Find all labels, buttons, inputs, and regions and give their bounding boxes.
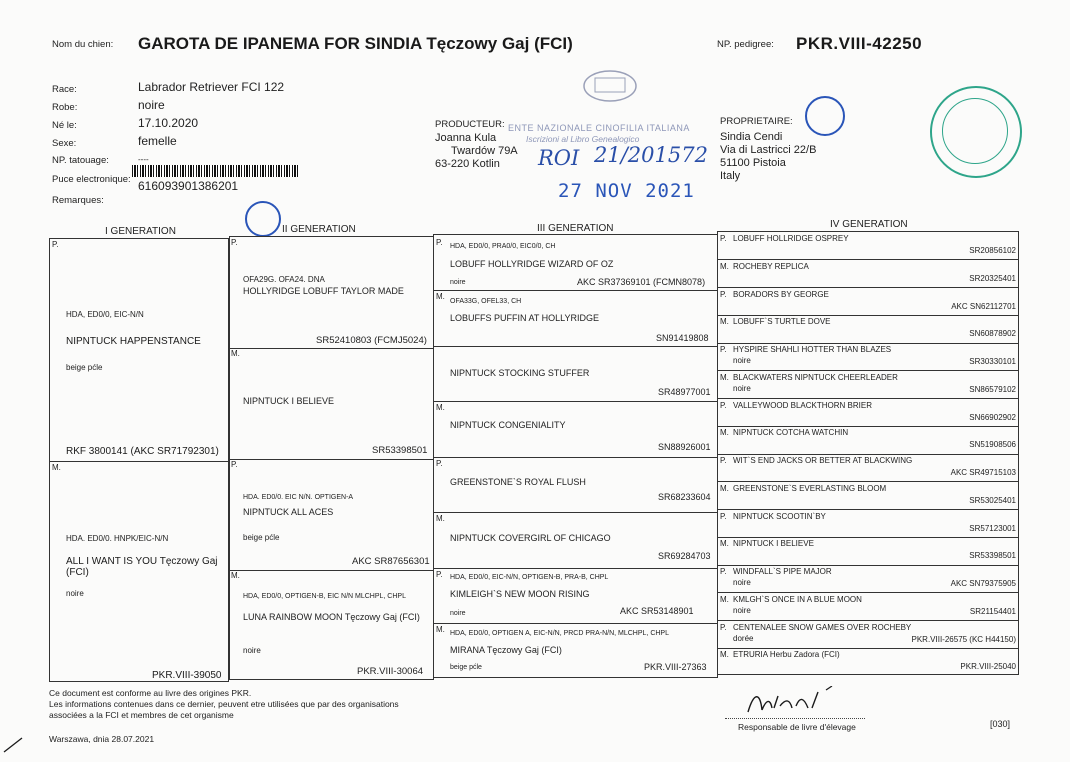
registration-number: SR68233604 bbox=[658, 492, 711, 502]
parent-marker: M. bbox=[720, 261, 729, 271]
producer-line: Joanna Kula bbox=[435, 132, 497, 144]
health-tests: HDA, ED0/0, EIC-N/N bbox=[66, 310, 144, 319]
dog-name: WIT`S END JACKS OR BETTER AT BLACKWING bbox=[733, 456, 913, 465]
parent-marker: P. bbox=[436, 238, 443, 247]
registration-number: SN51908506 bbox=[969, 440, 1016, 450]
race-value: Labrador Retriever FCI 122 bbox=[138, 80, 285, 94]
health-tests: HDA, ED0/0, OPTIGEN A, EIC-N/N, PRCD PRA-N/N, MLCHPL, CHPL bbox=[450, 630, 669, 637]
dog-name: KMLGH`S ONCE IN A BLUE MOON bbox=[733, 594, 862, 604]
parent-marker: P. bbox=[720, 511, 727, 521]
producer-line: 63-220 Kotlin bbox=[435, 158, 500, 170]
tattoo-label: NP. tatouage: bbox=[52, 155, 109, 166]
registration-number: SR20856102 bbox=[969, 246, 1016, 255]
dog-color: noire bbox=[733, 356, 751, 365]
dog-name: HOLLYRIDGE LOBUFF TAYLOR MADE bbox=[243, 286, 404, 296]
dog-name: LOBUFF HOLLRIDGE OSPREY bbox=[733, 234, 849, 243]
parent-marker: M. bbox=[231, 571, 240, 580]
registration-number: SR53398501 bbox=[969, 551, 1016, 561]
producer-line: Twardów 79A bbox=[451, 145, 518, 157]
dog-name-label: Nom du chien: bbox=[52, 39, 114, 50]
dog-name: NIPNTUCK I BELIEVE bbox=[733, 539, 814, 549]
dog-color: noire bbox=[450, 279, 466, 286]
owner-line: 51100 Pistoia bbox=[720, 157, 786, 169]
dog-name: NIPNTUCK I BELIEVE bbox=[243, 396, 335, 406]
registration-number: SN91419808 bbox=[656, 333, 709, 343]
sex-value: femelle bbox=[138, 134, 177, 148]
registration-number: PKR.VIII-26575 (KC H44150) bbox=[911, 634, 1016, 644]
generation-header: II GENERATION bbox=[282, 224, 356, 235]
dog-name: LOBUFFS PUFFIN AT HOLLYRIDGE bbox=[450, 313, 600, 323]
dog-color: beige pćle bbox=[450, 664, 482, 671]
dam-marker: M. bbox=[52, 463, 61, 472]
dog-name: NIPNTUCK ALL ACES bbox=[243, 507, 334, 517]
pedigree-label: NP. pedigree: bbox=[717, 39, 774, 50]
corner-mark-icon bbox=[0, 728, 30, 758]
born-value: 17.10.2020 bbox=[138, 116, 199, 130]
dog-name: GAROTA DE IPANEMA FOR SINDIA Tęczowy Gaj (FCI) bbox=[138, 34, 573, 53]
dog-name: NIPNTUCK SCOOTIN`BY bbox=[733, 511, 826, 521]
dog-color: noire bbox=[733, 578, 751, 587]
registration-number: AKC SR37369101 (FCMN8078) bbox=[577, 277, 706, 287]
parent-marker: M. bbox=[720, 594, 729, 604]
dog-color: noire bbox=[243, 646, 261, 655]
enci-line1: ENTE NAZIONALE CINOFILIA ITALIANA bbox=[508, 123, 690, 133]
registration-number: SR53025401 bbox=[969, 495, 1016, 505]
dog-name: MIRANA Tęczowy Gaj (FCI) bbox=[450, 645, 562, 655]
green-round-stamp-icon bbox=[930, 86, 1022, 178]
parent-marker: P. bbox=[720, 400, 727, 410]
dog-name: NIPNTUCK HAPPENSTANCE bbox=[66, 336, 201, 347]
registration-number: RKF 3800141 (AKC SR71792301) bbox=[66, 446, 219, 457]
dog-name: CENTENALEE SNOW GAMES OVER ROCHEBY bbox=[733, 622, 912, 632]
dog-color: noire bbox=[733, 383, 751, 393]
dog-color: beige pćle bbox=[66, 363, 103, 372]
registration-number: PKR.VIII-30064 bbox=[357, 666, 424, 677]
dog-name: BORADORS BY GEORGE bbox=[733, 289, 829, 299]
parent-marker: M. bbox=[231, 349, 240, 358]
owner-line: Sindia Cendi bbox=[720, 131, 783, 143]
robe-value: noire bbox=[138, 98, 165, 112]
parent-marker: M. bbox=[436, 514, 445, 523]
dog-name: NIPNTUCK CONGENIALITY bbox=[450, 420, 566, 430]
dog-name: NIPNTUCK COTCHA WATCHIN bbox=[733, 428, 849, 438]
dog-name: GREENSTONE`S ROYAL FLUSH bbox=[450, 477, 586, 487]
parent-marker: M. bbox=[436, 292, 445, 301]
registration-number: SR57123001 bbox=[969, 523, 1016, 533]
born-label: Né le: bbox=[52, 120, 77, 131]
owner-line: Italy bbox=[720, 170, 741, 182]
sire-marker: P. bbox=[52, 240, 59, 249]
generation-header: III GENERATION bbox=[537, 223, 614, 234]
dog-color: noire bbox=[66, 589, 84, 598]
place-date: Warszawa, dnia 28.07.2021 bbox=[49, 734, 155, 744]
dog-name: VALLEYWOOD BLACKTHORN BRIER bbox=[733, 400, 872, 410]
chip-value: 616093901386201 bbox=[138, 179, 239, 193]
parent-marker: P. bbox=[436, 570, 443, 579]
parent-marker: M. bbox=[720, 650, 729, 660]
gen1-column bbox=[49, 238, 229, 682]
signature-icon bbox=[742, 686, 852, 722]
footer-line: Ce document est conforme au livre des origines PKR. bbox=[49, 688, 252, 698]
parent-marker: M. bbox=[436, 403, 445, 412]
health-tests: HDA. ED0/0. EIC N/N. OPTIGEN-A bbox=[243, 494, 354, 501]
dog-name: NIPNTUCK STOCKING STUFFER bbox=[450, 368, 590, 378]
parent-marker: M. bbox=[720, 483, 729, 493]
handwritten-number: 21/201572 bbox=[594, 143, 708, 167]
registration-number: SN86579102 bbox=[969, 384, 1016, 394]
registration-number: SR69284703 bbox=[658, 551, 711, 561]
dog-name: HYSPIRE SHAHLI HOTTER THAN BLAZES bbox=[733, 345, 892, 354]
registration-number: SR21154401 bbox=[969, 606, 1016, 616]
robe-label: Robe: bbox=[52, 102, 78, 113]
parent-marker: M. bbox=[720, 317, 729, 327]
health-tests: OFA29G. OFA24. DNA bbox=[243, 275, 325, 284]
registration-number: AKC SN62112701 bbox=[951, 301, 1016, 311]
dog-color: noire bbox=[733, 605, 751, 615]
registration-number: SR20325401 bbox=[969, 273, 1016, 283]
registration-number: AKC SR87656301 bbox=[352, 556, 430, 567]
parent-marker: P. bbox=[720, 567, 727, 576]
parent-marker: P. bbox=[720, 456, 727, 465]
dog-name: GREENSTONE`S EVERLASTING BLOOM bbox=[733, 483, 887, 493]
enci-line2: Iscrizioni al Libro Genealogico bbox=[526, 134, 640, 144]
health-tests: OFA33G, OFEL33, CH bbox=[450, 298, 522, 305]
pedigree-number: PKR.VIII-42250 bbox=[796, 34, 923, 53]
registration-number: SN60878902 bbox=[969, 329, 1016, 339]
generation-header: I GENERATION bbox=[105, 226, 176, 237]
registration-number: SR30330101 bbox=[969, 357, 1016, 366]
parent-marker: M. bbox=[720, 372, 729, 382]
enci-emblem-icon bbox=[575, 66, 645, 106]
registration-number: AKC SN79375905 bbox=[950, 579, 1016, 588]
registration-number: SN88926001 bbox=[658, 442, 711, 452]
parent-marker: M. bbox=[436, 625, 445, 634]
round-stamp-icon bbox=[245, 201, 281, 237]
generation-header: IV GENERATION bbox=[830, 219, 908, 230]
owner-line: Via di Lastricci 22/B bbox=[720, 144, 817, 156]
registration-number: SN66902902 bbox=[969, 412, 1016, 422]
footer-line: Les informations contenues dans ce dernier, peuvent etre utilisées que par des organisations bbox=[49, 699, 399, 709]
chip-barcode bbox=[132, 165, 300, 177]
registration-number: SR53398501 bbox=[372, 445, 428, 456]
tattoo-value: ---- bbox=[138, 155, 149, 164]
registration-number: PKR.VIII-27363 bbox=[644, 662, 707, 672]
parent-marker: P. bbox=[720, 345, 727, 354]
registration-number: SR52410803 (FCMJ5024) bbox=[316, 335, 427, 346]
registration-number: PKR.VIII-25040 bbox=[960, 662, 1016, 672]
dog-name: ROCHEBY REPLICA bbox=[733, 261, 809, 271]
signature-line bbox=[725, 718, 865, 719]
dog-name: LOBUFF HOLLYRIDGE WIZARD OF OZ bbox=[450, 259, 614, 269]
parent-marker: P. bbox=[720, 289, 727, 299]
parent-marker: P. bbox=[720, 622, 727, 632]
parent-marker: P. bbox=[720, 234, 727, 243]
dog-name: ETRURIA Herbu Zadora (FCI) bbox=[733, 650, 840, 660]
dog-name: LOBUFF`S TURTLE DOVE bbox=[733, 317, 831, 327]
registration-number: SR48977001 bbox=[658, 387, 711, 397]
health-tests: HDA, ED0/0, PRA0/0, EIC0/0, CH bbox=[450, 243, 556, 250]
date-stamp: 27 NOV 2021 bbox=[558, 180, 695, 202]
dog-name: WINDFALL`S PIPE MAJOR bbox=[733, 567, 832, 576]
dog-name: ALL I WANT IS YOU Tęczowy Gaj (FCI) bbox=[66, 556, 218, 578]
registration-number: PKR.VIII-39050 bbox=[152, 670, 222, 681]
parent-marker: P. bbox=[231, 460, 238, 469]
dog-name: KIMLEIGH`S NEW MOON RISING bbox=[450, 589, 590, 599]
handwritten-reg: ROI bbox=[538, 146, 580, 170]
dog-color: noire bbox=[450, 610, 466, 617]
dog-name: NIPNTUCK COVERGIRL OF CHICAGO bbox=[450, 533, 611, 543]
parent-marker: P. bbox=[436, 459, 443, 468]
signature-label: Responsable de livre d'élevage bbox=[738, 722, 856, 732]
owner-label: PROPRIETAIRE: bbox=[720, 116, 793, 127]
dog-name: BLACKWATERS NIPNTUCK CHEERLEADER bbox=[733, 372, 898, 382]
footer-line: associées a la FCI et membres de cet organisme bbox=[49, 710, 234, 720]
health-tests: HDA, ED0/0, OPTIGEN-B, EIC N/N MLCHPL, CHPL bbox=[243, 593, 406, 600]
chip-label: Puce electronique: bbox=[52, 174, 131, 185]
remarks-label: Remarques: bbox=[52, 195, 104, 206]
parent-marker: M. bbox=[720, 539, 729, 549]
dog-color: beige pćle bbox=[243, 533, 280, 542]
sex-label: Sexe: bbox=[52, 138, 77, 149]
parent-marker: P. bbox=[231, 238, 238, 247]
dog-color: dorée bbox=[733, 633, 754, 643]
health-tests: HDA. ED0/0. HNPK/EIC-N/N bbox=[66, 534, 169, 543]
producer-label: PRODUCTEUR: bbox=[435, 119, 505, 130]
round-stamp-icon bbox=[805, 96, 845, 136]
dog-name: LUNA RAINBOW MOON Tęczowy Gaj (FCI) bbox=[243, 612, 420, 622]
registration-number: AKC SR49715103 bbox=[950, 468, 1016, 477]
registration-number: AKC SR53148901 bbox=[620, 606, 694, 616]
document-code: [030] bbox=[990, 719, 1011, 729]
race-label: Race: bbox=[52, 84, 77, 95]
health-tests: HDA, ED0/0, EIC-N/N, OPTIGEN-B, PRA-B, CHPL bbox=[450, 574, 609, 581]
parent-marker: M. bbox=[720, 428, 729, 438]
